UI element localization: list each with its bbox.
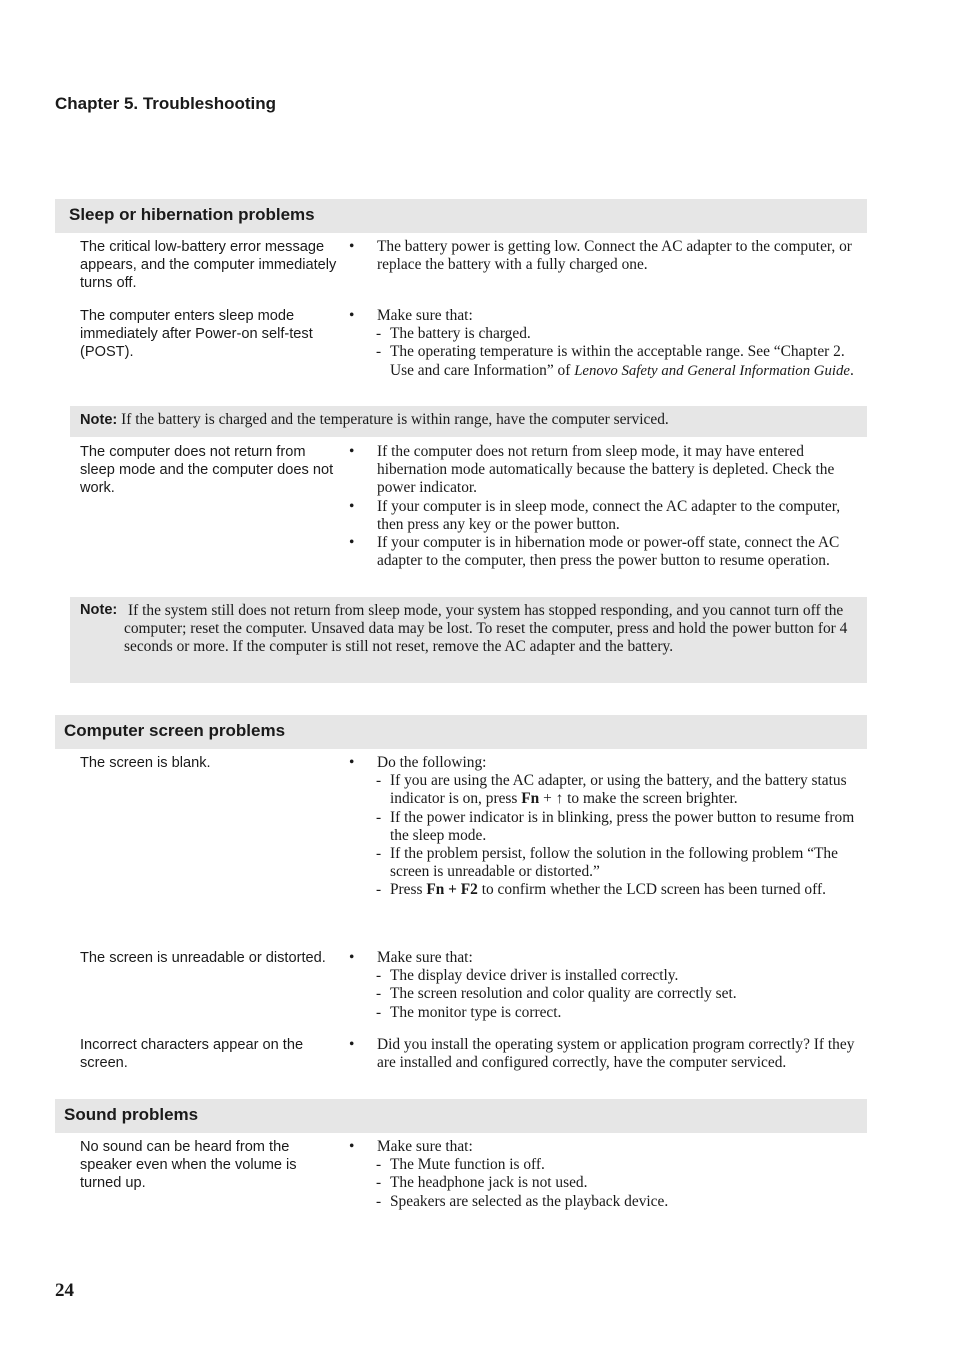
solution-block: [349, 443, 861, 570]
problem-text: Incorrect characters appear on the screen.: [80, 1037, 304, 1072]
bullet-item: • Do the following: - If you are using the AC adapter, or using the battery, and the battery status indicator is on, press Fn + ↑ to make the screen brighter. - If the power indicator is in blinking, press the power button to resume from the sleep mode. - If the problem persist, follow the solution in the following problem “The screen is unreadable or distorted.” - Press Fn + F2 to confirm whether the LCD screen has been turned off.: [349, 754, 861, 900]
solution-block: [349, 238, 861, 274]
bullet-item: • Make sure that: - The display device driver is installed correctly. - The screen resolution and color quality are correctly set. - The monitor type is correct.: [349, 949, 861, 1022]
bullet-item: • If your computer is in sleep mode, connect the AC adapter to the computer, then press any key or the power button.: [349, 497, 841, 533]
dash-item: - If the problem persist, follow the solution in the following problem “The screen is unreadable or distorted.”: [376, 845, 838, 881]
section-title: Computer screen problems: [64, 721, 286, 740]
problem-text: The screen is unreadable or distorted.: [80, 950, 326, 966]
dash-item: - The monitor type is correct.: [376, 1003, 562, 1021]
solution-block: [349, 307, 861, 380]
section-header-sleep: [55, 199, 867, 233]
section-title: Sound problems: [64, 1105, 199, 1124]
section-title: Sleep or hibernation problems: [69, 205, 315, 224]
dash-item: - Speakers are selected as the playback device.: [376, 1192, 669, 1210]
dash-item: - The Mute function is off.: [376, 1156, 545, 1174]
section-header-sound: [55, 1099, 867, 1133]
dash-item: - If the power indicator is in blinking, press the power button to resume from the sleep mode.: [376, 808, 855, 844]
dash-item: - Press Fn + F2 to confirm whether the LCD screen has been turned off.: [376, 881, 826, 899]
problem-text: The critical low-battery error message appears, and the computer immediately turns off.: [80, 239, 337, 292]
dash-item: - The operating temperature is within the acceptable range. See “Chapter 2. Use and care Information” of Lenovo Safety and General Information Guide.: [376, 343, 854, 379]
dash-item: - The headphone jack is not used.: [376, 1174, 588, 1192]
section-header-screen: [55, 715, 867, 749]
bullet-item: • The battery power is getting low. Connect the AC adapter to the computer, or replace the battery with a fully charged one.: [349, 238, 852, 274]
bullet-item: • Did you install the operating system or application program correctly? If they are installed and configured correctly, have the computer serviced.: [349, 1036, 855, 1072]
problem-text: No sound can be heard from the speaker even when the volume is turned up.: [80, 1139, 297, 1192]
problem-text: The screen is blank.: [80, 755, 211, 771]
problem-text: The computer enters sleep mode immediately after Power-on self-test (POST).: [80, 308, 313, 361]
solution-block: [349, 754, 861, 900]
dash-item: - The battery is charged.: [376, 325, 531, 343]
note-label: Note:: [80, 602, 118, 618]
note-text: If the battery is charged and the temperature is within range, have the computer serviced.: [121, 411, 669, 428]
note-box: [70, 597, 867, 683]
dash-item: - If you are using the AC adapter, or using the battery, and the battery status indicator is on, press Fn + ↑ to make the screen brighter.: [376, 772, 847, 808]
solution-block: [349, 1138, 861, 1211]
note-box: [70, 406, 867, 437]
bullet-item: • Make sure that: - The Mute function is off. - The headphone jack is not used. - Speakers are selected as the playback device.: [349, 1138, 861, 1211]
bullet-item: • If the computer does not return from sleep mode, it may have entered hibernation mode automatically because the battery is depleted. Check the power indicator.: [349, 443, 835, 497]
note-label: Note:: [80, 412, 118, 428]
solution-block: [349, 1036, 861, 1072]
solution-block: [349, 949, 861, 1022]
bullet-item: • Make sure that: - The battery is charged. - The operating temperature is within the acceptable range. See “Chapter 2. Use and care Information” of Lenovo Safety and General Information Guide.: [349, 307, 861, 380]
dash-item: - The screen resolution and color quality are correctly set.: [376, 985, 737, 1003]
note-text: If the system still does not return from sleep mode, your system has stopped responding, and you cannot turn off the computer; reset the computer. Unsaved data may be lost. To reset the computer, press and hold the power button for 4 seconds or more. If the computer is still not reset, remove the AC adapter and the battery.: [124, 602, 848, 656]
bullet-item: • If your computer is in hibernation mode or power-off state, connect the AC adapter to the computer, then press the power button to resume operation.: [349, 534, 840, 570]
chapter-header: Chapter 5. Troubleshooting: [55, 94, 277, 113]
page-number: 24: [55, 1280, 74, 1301]
dash-item: - The display device driver is installed correctly.: [376, 967, 679, 985]
problem-text: The computer does not return from sleep mode and the computer does not work.: [80, 444, 334, 497]
